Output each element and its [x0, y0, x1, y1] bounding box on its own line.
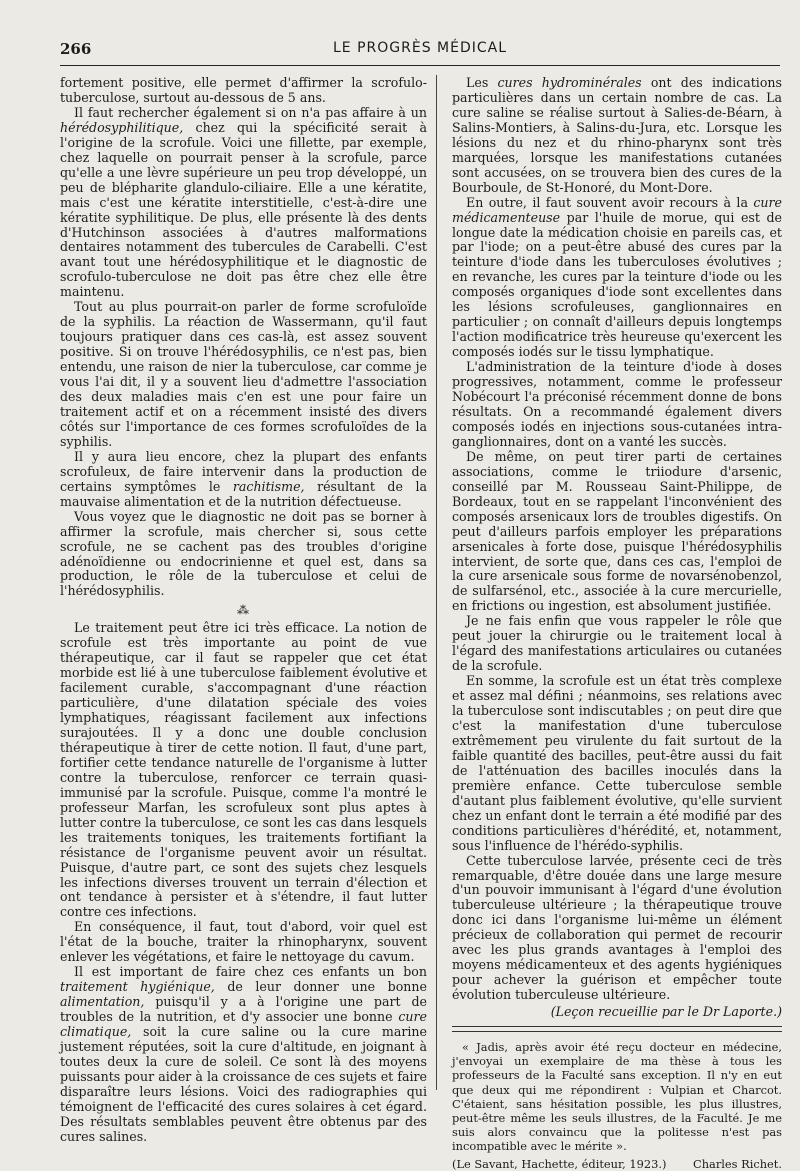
paragraph: En outre, il faut souvent avoir recours à la cure médicamenteuse par l'huile de morue, qui est de longue date la médication choisie en pareils cas, et par l'iode; on a peut-être abusé des cures par la teinture d'iode dans les tuberculoses évolutives ; en revanche, les cures par la teinture d'iode ou les composés organiques d'iode sont excellentes dans les lésions scrofuleuses, ganglionnaires en particulier ; on connaît d'ailleurs depuis longtemps l'action modificatrice très heureuse qu'exercent les composés iodés sur le tissu lymphatique.: [452, 194, 782, 360]
quotation-author: Charles Richet.: [692, 1156, 782, 1171]
column-divider: [436, 75, 437, 1090]
paragraph: Le traitement peut être ici très efficace. La notion de scrofule est très importante au point de vue thérapeutique, car il faut se rappeler que cet état morbide est lié à une tuberculose faiblement évolutive et facilement curable, s'accompagnant d'une réaction particulière, d'une dilatation spéciale des voies lymphatiques, réagissant facilement aux infections surajoutées. Il y a donc une double conclusion thérapeutique à tirer de cette notion. Il faut, d'une part, fortifier cette tendance naturelle de l'organisme à lutter contre la tuberculose, renforcer ce terrain quasi-immunisé par la scrofule. Puisque, comme l'a montré le professeur Marfan, les scrofuleux sont plus aptes à lutter contre la tuberculose, ce sont les cas dans lesquels les traitements toniques, les traitements fortifiant la résistance de l'organisme peuvent avoir un résultat. Puisque, d'autre part, ce sont des sujets chez lesquels les infections diverses trouvent un terrain d'élection et ont tendance à persister et à s'étendre, il faut lutter contre ces infections.: [60, 620, 427, 920]
paragraph: Il y aura lieu encore, chez la plupart des enfants scrofuleux, de faire intervenir dans la production de certains symptômes le rachitisme, résultant de la mauvaise alimentation et de la nutrition défectueuse.: [60, 448, 427, 509]
quotation-block: [452, 1040, 782, 1171]
quotation-text: « Jadis, après avoir été reçu docteur en médecine, j'envoyai un exemplaire de ma thèse à tous les professeurs de la Faculté sans exception. Il n'y en eut que deux qui me répondirent : Vulpian et Charcot. C'étaient, sans hésitation possible, les plus illustres, peut-être même les seuls illustres, de la Faculté. Je me suis alors convaincu que la politesse n'est pas incompatible avec le mérite ».: [452, 1040, 782, 1154]
paragraph: Tout au plus pourrait-on parler de forme scrofuloïde de la syphilis. La réaction de Wassermann, qu'il faut toujours pratiquer dans ces cas-là, est assez souvent positive. Si on trouve l'hérédosyphilis, ce n'est pas, bien entendu, une raison de nier la tuberculose, car comme je vous l'ai dit, il y a souvent lieu d'admettre l'association des deux maladies mais c'en est une pour faire un traitement actif et on a récemment insisté des divers côtés sur l'importance de ces formes scrofuloïdes de la syphilis.: [60, 299, 427, 449]
paragraph: En somme, la scrofule est un état très complexe et assez mal défini ; néanmoins, ses relations avec la tuberculose sont indiscutables ; on peut dire que c'est la manifestation d'une tuberculose extrêmement peu virulente du fait surtout de la faible quantité des bacilles, peut-être aussi du fait de l'atténuation des bacilles inoculés dans la première enfance. Cette tuberculose semble d'autant plus faiblement évolutive, qu'elle survient chez un enfant dont le terrain a été modifié par des conditions particulières d'hérédité, et, notamment, sous l'influence de l'hérédo-syphilis.: [452, 673, 782, 853]
quotation-source: [452, 1157, 782, 1171]
paragraph: fortement positive, elle permet d'affirmer la scrofulo-tuberculose, surtout au-dessous de 5 ans.: [60, 75, 427, 105]
paragraph: Les cures hydrominérales ont des indications particulières dans un certain nombre de cas. La cure saline se réalise surtout à Salies-de-Béarn, à Salins-Montiers, à Salins-du-Jura, etc. Lorsque les lésions du nez et du rhino-pharynx sont très marquées, lorsque les manifestations cutanées sont accusées, on se trouvera bien des cures de la Bourboule, de St-Honoré, du Mont-Dore.: [452, 75, 782, 195]
paragraph: De même, on peut tirer parti de certaines associations, comme le triiodure d'arsenic, conseillé par M. Rousseau Saint-Philippe, de Bordeaux, tout en se rappelant l'inconvénient des composés arsenicaux lors de troubles digestifs. On peut d'ailleurs parfois employer les préparations arsenicales à forte dose, puisque l'hérédosyphilis intervient, de sorte que, dans ces cas, l'emploi de la cure arsenicale sous forme de novarsénobenzol, de sulfarsénol, etc., associée à la cure mercurielle, en frictions ou ingestion, est absolument justifiée.: [452, 448, 782, 614]
paragraph: Je ne fais enfin que vous rappeler le rôle que peut jouer la chirurgie ou le traitement local à l'égard des manifestations articulaires ou cutanées de la scrofule.: [452, 613, 782, 674]
left-column: [60, 76, 427, 1145]
paragraph: Vous voyez que le diagnostic ne doit pas se borner à affirmer la scrofule, mais chercher si, sous cette scrofule, ne se cachent pas des troubles d'origine adénoïdienne ou endocrinienne et quel est, dans sa production, le rôle de la tuberculose et celui de l'hérédosyphilis.: [60, 508, 427, 599]
paragraph: En conséquence, il faut, tout d'abord, voir quel est l'état de la bouche, traiter la rhinopharynx, souvent enlever les végétations, et faire le nettoyage du cavum.: [60, 919, 427, 965]
header-rule: [60, 65, 780, 66]
paragraph: Cette tuberculose larvée, présente ceci de très remarquable, d'être douée dans une large mesure d'un pouvoir immunisant à l'égard d'une évolution tuberculeuse ultérieure ; la thérapeutique trouve donc ici dans l'organisme lui-même un élément précieux de collaboration qui permet de recourir avec les plus grands avantages à l'emploi des moyens médicamenteux et des agents hygiéniques pour achever la guérison et empêcher toute évolution tuberculeuse ultérieure.: [452, 852, 782, 1003]
page-number: 266: [60, 40, 92, 58]
right-column: [452, 76, 782, 1171]
section-asterism: ⁂: [237, 603, 250, 618]
page-header: [60, 40, 780, 64]
paragraph: L'administration de la teinture d'iode à doses progressives, notamment, comme le professeur Nobécourt l'a préconisé récemment donne de bons résultats. On a recommandé également divers composés iodés en injections sous-cutanées intra-ganglionnaires, dont on a vanté les succès.: [452, 359, 782, 449]
journal-title: LE PROGRÈS MÉDICAL: [332, 40, 508, 56]
paragraph: Il faut rechercher également si on n'a pas affaire à un hérédosyphilitique, chez qui la spécificité serait à l'origine de la scrofule. Voici une fillette, par exemple, chez laquelle on pourrait penser à la scrofule, parce qu'elle a une lèvre supérieure un peu trop développé, un peu de blépharite glandulo-ciliaire. Elle a une kératite, mais c'est une kératite interstitielle, c'est-à-dire une kératite syphilitique. De plus, elle présente là des dents d'Hutchinson associées à d'autres malformations dentaires notamment des tubercules de Carabelli. C'est avant tout une hérédosyphilitique et le diagnostic de scrofulo-tuberculose ne doit pas être chez elle être maintenu.: [60, 104, 427, 300]
lecture-signature: (Leçon recueillie par le Dr Laporte.): [550, 1004, 782, 1020]
paragraph: Il est important de faire chez ces enfants un bon traitement hygiénique, de leur donner une bonne alimentation, puisqu'il y a à l'origine une part de troubles de la nutrition, et d'y associer une bonne cure climatique, soit la cure saline ou la cure marine justement réputées, soit la cure d'altitude, en joignant à toutes deux la cure de soleil. Ce sont là des moyens puissants pour aider à la croissance de ces sujets et faire disparaître leurs lésions. Voici des radiographies qui témoignent de l'efficacité des cures solaires à cet égard. Des résultats semblables peuvent être obtenus par des cures salines.: [60, 964, 427, 1144]
quotation-reference: (Le Savant, Hachette, éditeur, 1923.): [452, 1156, 667, 1171]
double-rule: [452, 1026, 782, 1032]
